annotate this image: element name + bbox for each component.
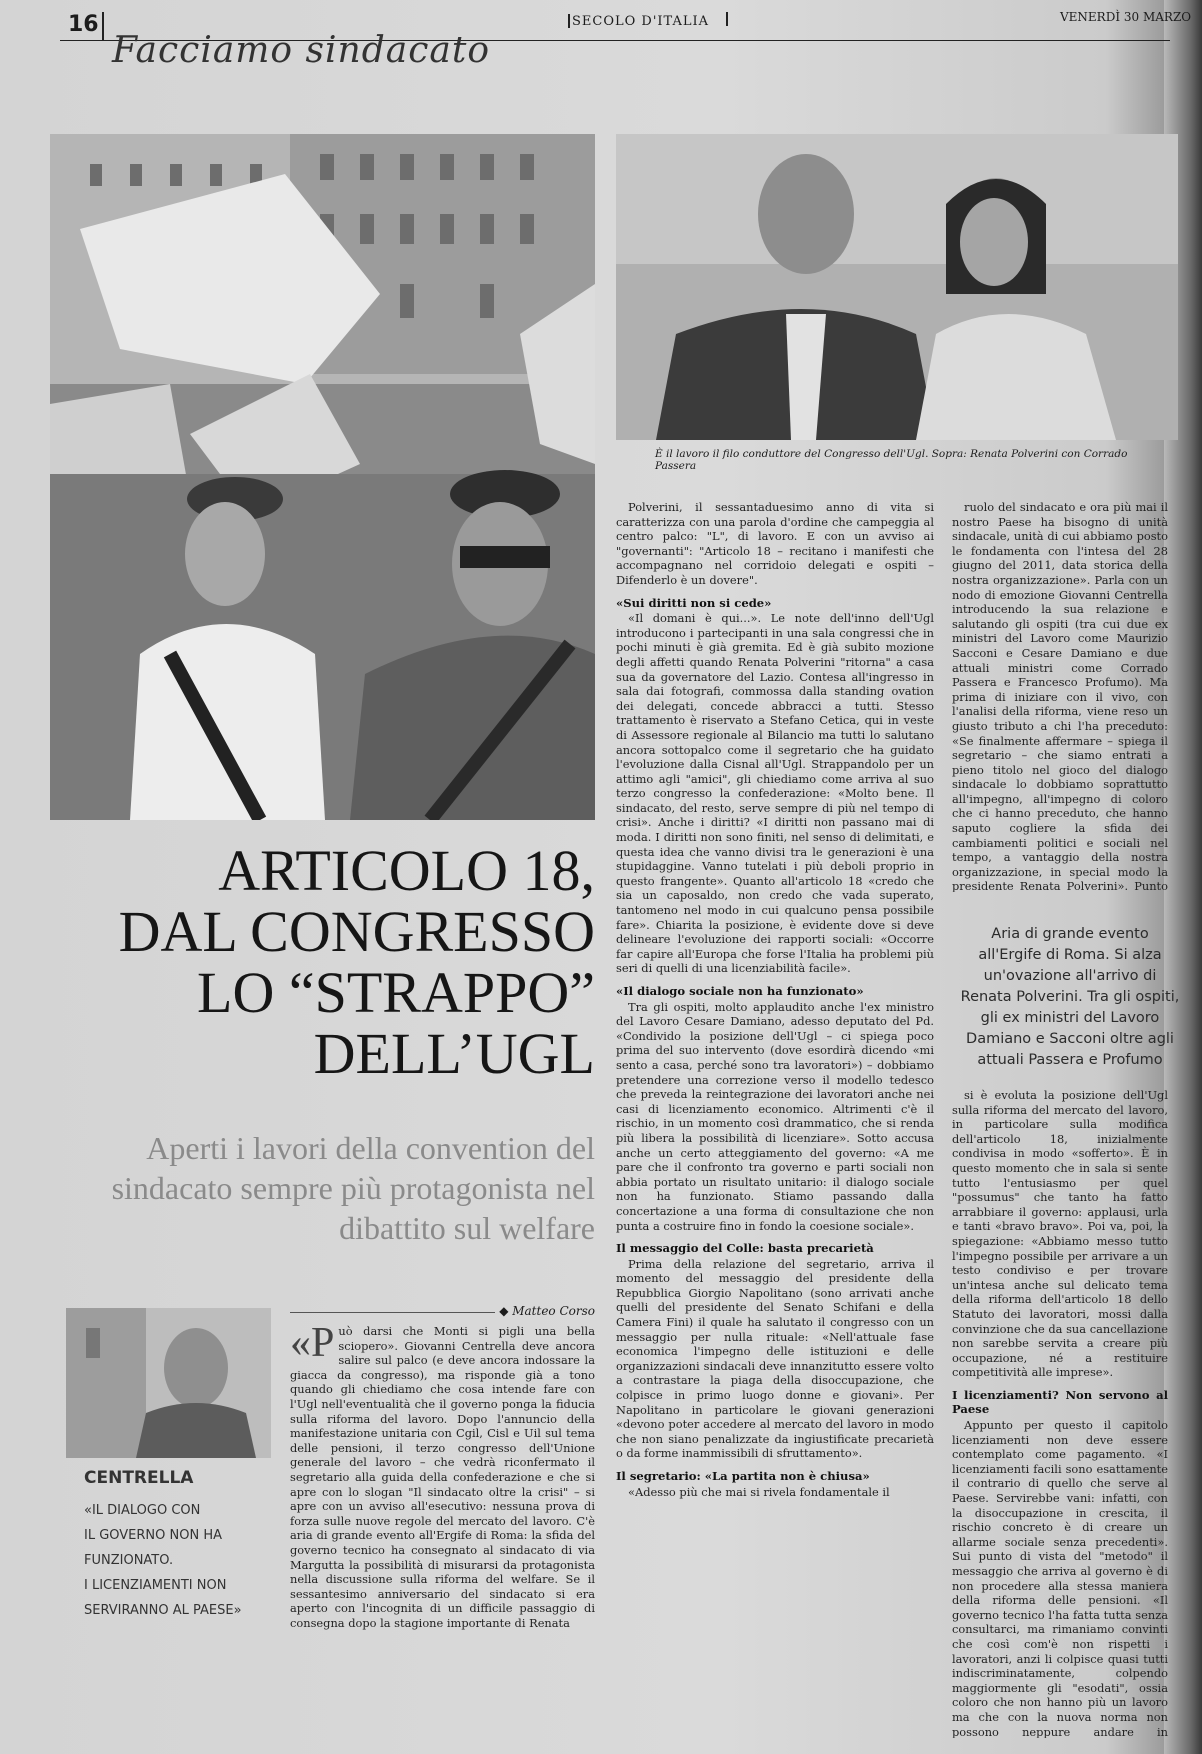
subhead-dialogue: «Il dialogo sociale non ha funzionato»	[616, 984, 864, 998]
paragraph-unity: ruolo del sindacato e ora più mai il nostro Paese ha bisogno di unità sindacale, unità di cui abbiamo posto le fondamenta con l'intesa del 28 giugno del 2011, data storica della nostra organizzazione». Parla con un nodo di emozione Giovanni Centrella introducendo la sua relazione e salutando gli ospiti (tra cui due ex ministri del Lavoro come Maurizio Sacconi e Cesare Damiano e due attuali ministri come Corrado Passera e Francesco Profumo). Ma prima di iniziare con il vivo, con l'analisi della riforma, viene reso un giusto tributo a chi l'ha preceduto: «Se finalmente affermare – spiega il segretario – che siamo entrati a pieno titolo nel gioco del dialogo sindacale lo dobbiamo soprattutto all'impegno, all'impegno di coloro che ci hanno preceduto, che hanno saputo cogliere la sfida dei cambiamenti politici e sociali nel tempo, a vantaggio della nostra organizzazione, in special modo la presidente Renata Polverini». Punto	[952, 500, 1168, 892]
lead-drop-quote: «P	[290, 1324, 335, 1366]
subheadline: Aperti i lavori della convention del sindacato sempre più protagonista nel dibattito sul welfare	[111, 1130, 595, 1246]
subhead-layoffs: I licenziamenti? Non servono al Paese	[952, 1387, 1168, 1417]
pull-quote: Aria di grande evento all'Ergife di Roma. Si alza un'ovazione all'arrivo di Renata Polverini. Tra gli ospiti, gli ex ministri del Lavoro Damiano e Sacconi oltre agli attuali Passera e Profumo	[960, 926, 1180, 1068]
header-divider	[102, 12, 104, 40]
masthead-divider-right	[726, 12, 728, 26]
article-lead: uò darsi che Monti si pigli una bella sciopero». Giovanni Centrella deve ancora salire sul palco (e deve ancora indossare la giacca da congresso), ma risponde già a tono quando gli chiediamo che cosa intende fare con l'Ugl nell'eventualità che il governo ponga la fiducia sulla riforma del lavoro. Dopo l'annuncio della manifestazione unitaria con Cgil, Cisl e Uil sul tema delle pensioni, il terzo congresso dell'Unione generale del lavoro – che vedrà riconfermato il segretario alla guida della confederazione e che si apre con lo slogan "Il sindacato oltre la crisi" – si apre con un avviso all'esecutivo: nessuna prova di forza sulle nuove regole del mercato del lavoro. C'è aria di grande evento all'Ergife di Roma: la sfida del governo tecnico ha consegnato al sindacato di via Margutta la possibilità di misurarsi da protagonista nella discussione sulla riforma del welfare. Se il sessantesimo anniversario del sindacato si era aperto con l'incognita di un difficile passaggio di consegna dopo la stagione importante di Renata	[290, 1324, 595, 1630]
masthead: SECOLO D'ITALIA	[572, 14, 710, 29]
inset-quote	[84, 1498, 274, 1623]
centrella-photo	[66, 1308, 271, 1458]
inset-quote-line-5: SERVIRANNO AL PAESE»	[84, 1603, 242, 1618]
subhead-rights: «Sui diritti non si cede»	[616, 595, 772, 610]
inset-name: CENTRELLA	[84, 1468, 194, 1488]
headline-line-1: ARTICOLO 18,	[218, 838, 595, 903]
section-rubric: Facciamo sindacato	[112, 30, 490, 71]
inset-quote-line-4: I LICENZIAMENTI NON	[84, 1578, 227, 1593]
paragraph-intro: Polverini, il sessantaduesimo anno di vita si caratterizza con una parola d'ordine che campeggia al centro palco: "L", di lavoro. E con un avviso ai "governanti": "Articolo 18 – recitano i manifesti che accompagnano nel corridoio delegati e ospiti – Difenderlo è un dovere".	[616, 500, 934, 587]
inset-quote-line-1: «IL DIALOGO CON	[84, 1503, 201, 1518]
masthead-divider-left	[568, 14, 570, 28]
inset-quote-line-3: FUNZIONATO.	[84, 1553, 174, 1568]
paragraph-dialogue: Tra gli ospiti, molto applaudito anche l'ex ministro del Lavoro Cesare Damiano, adesso deputato del Pd. «Condivido la posizione dell'Ugl – ci spiega poco prima del suo intervento (dove esordirà dicendo «mi sento a casa, perché sono tra lavoratori») – dobbiamo pretendere una correzione verso il modello tedesco che preveda la reintegrazione dei lavoratori anche nei casi di licenziamento economico. Altrimenti c'è il rischio, in un momento così drammatico, che si renda più libera la possibilità di licenziare». Sotto accusa anche un certo atteggiamento del governo: «A me pare che il confronto tra governo e parti sociali non abbia portato un risultato unitario: il dialogo sociale non ha funzionato. Stiamo passando dalla concertazione a una forma di consultazione che non punta a costruire fino in fondo la coesione sociale».	[616, 999, 934, 1233]
paragraph-secretary: «Adesso più che mai si rivela fondamentale il	[628, 1484, 890, 1499]
polverini-photo	[616, 134, 1178, 440]
page-number: 16	[68, 12, 99, 37]
article-column-1	[290, 1324, 595, 1744]
protest-photo	[50, 134, 595, 820]
headline-line-3: LO “STRAPPO”	[197, 960, 595, 1025]
inset-quote-line-2: IL GOVERNO NON HA	[84, 1528, 222, 1543]
paragraph-colle: Prima della relazione del segretario, arriva il momento del messaggio del presidente della Repubblica Giorgio Napolitano (sono arrivati anche quelli del presidente del Senato Schifani e della Camera Fini) il quale ha salutato il congresso con un messaggio per nulla rituale: «Nell'attuale fase economica l'impegno delle istituzioni e delle organizzazioni sindacali deve innanzitutto essere volto a contrastare la piaga della disoccupazione, che colpisce in primo luogo donne e giovani». Per Napolitano in particolare le giovani generazioni «devono poter accedere al mercato del lavoro in modo che non siano penalizzate da ingiustificate precarietà o da forme inammissibili di sfruttamento».	[616, 1256, 934, 1461]
headline	[50, 840, 595, 1084]
paragraph-rights: «Il domani è qui...». Le note dell'inno dell'Ugl introducono i partecipanti in una sala congressi che in pochi minuti è già gremita. Ed è già subito mozione degli affetti quando Renata Polverini "ritorna" a casa sua da governatore del Lazio. Contesa all'ingresso in sala dai fotografi, commossa dalla standing ovation dei delegati, concede abbracci a tutti. Stesso trattamento è riservato a Stefano Cetica, qui in veste di Assessore regionale al Bilancio ma tutti lo salutano ancora sottopalco come il segretario che ha guidato l'evoluzione dalla Cisnal all'Ugl. Strappandolo per un attimo agli "amici", gli chiediamo come arriva al suo terzo congresso la confederazione: «Molto bene. Il sindacato, del resto, serve sempre di più nel tempo di crisi». Anche i diritti? «I diritti non passano mai di moda. I diritti non sono finiti, nel senso di delimitati, e questa idea che vanno divisi tra le generazioni è una stupidaggine. Vanno tutelati i più deboli proprio in questo frangente». Quanto all'articolo 18 «credo che sia un caposaldo, non credo che vada superato, tantomeno nel modo in cui qualcuno pensa possibile fare». Chiarita la posizione, è evidente dove si deve delineare l'evoluzione dei rapporti sociali: «Occorre far capire all'Europa che forse l'Italia ha problemi più seri di quelli di una licenziabilità facile».	[616, 611, 934, 976]
subhead-secretary: Il segretario: «La partita non è chiusa»	[616, 1469, 870, 1483]
paragraph-position: si è evoluta la posizione dell'Ugl sulla riforma del mercato del lavoro, in particolare sulla modifica dell'articolo 18, inizialmente condivisa in modo «sofferto». È in questo momento che in sala si sente tutto l'entusiasmo per quel "possumus" che tanto ha fatto arrabbiare il governo: applausi, urla e tanti «bravo bravo». Poi va, poi, la spiegazione: «Abbiamo messo tutto l'impegno possibile per arrivare a un testo condiviso e per trovare un'intesa anche sul delicato tema della riforma dell'articolo 18 dello Statuto dei lavoratori, mossi dalla convinzione che da sua cancellazione non sarebbe servita a creare più occupazione, né a restituire competitività alle imprese».	[952, 1088, 1168, 1380]
article-column-3-bottom	[952, 1088, 1168, 1738]
dateline: VENERDÌ 30 MARZO	[1060, 10, 1192, 24]
headline-line-2: DAL CONGRESSO	[118, 899, 595, 964]
byline-author: Matteo Corso	[512, 1304, 595, 1318]
subhead-colle: Il messaggio del Colle: basta precarietà	[616, 1241, 874, 1256]
photo-caption: È il lavoro il filo conduttore del Congresso dell'Ugl. Sopra: Renata Polverini con Corrado Passera	[655, 448, 1128, 472]
headline-line-4: DELL’UGL	[313, 1021, 595, 1086]
paragraph-layoffs: Appunto per questo il capitolo licenziamenti non deve essere contemplato come pagamento. «I licenziamenti facili sono esattamente il contrario di quello che serve al Paese. Servirebbe vani: infatti, con la disoccupazione in crescita, il rischio concreto è di creare un allarme sociale senza precedenti». Sui punto di vista del "metodo" il messaggio che arriva al governo è di non procedere alla stessa maniera della riforma delle pensioni. «Il governo tecnico l'ha fatta tutta senza consultarci, ma rimaniamo convinti che così com'è non rispetti i lavoratori, anzi li colpisce quasi tutti indiscriminatamente, colpendo maggiormente gli "esodati", ossia coloro che non hanno più un lavoro ma che con la nuova norma non possono neppure andare in	[952, 1418, 1168, 1738]
byline: ◆ Matteo Corso	[499, 1304, 595, 1318]
article-column-3-top	[952, 500, 1168, 892]
article-column-2	[616, 500, 934, 1745]
